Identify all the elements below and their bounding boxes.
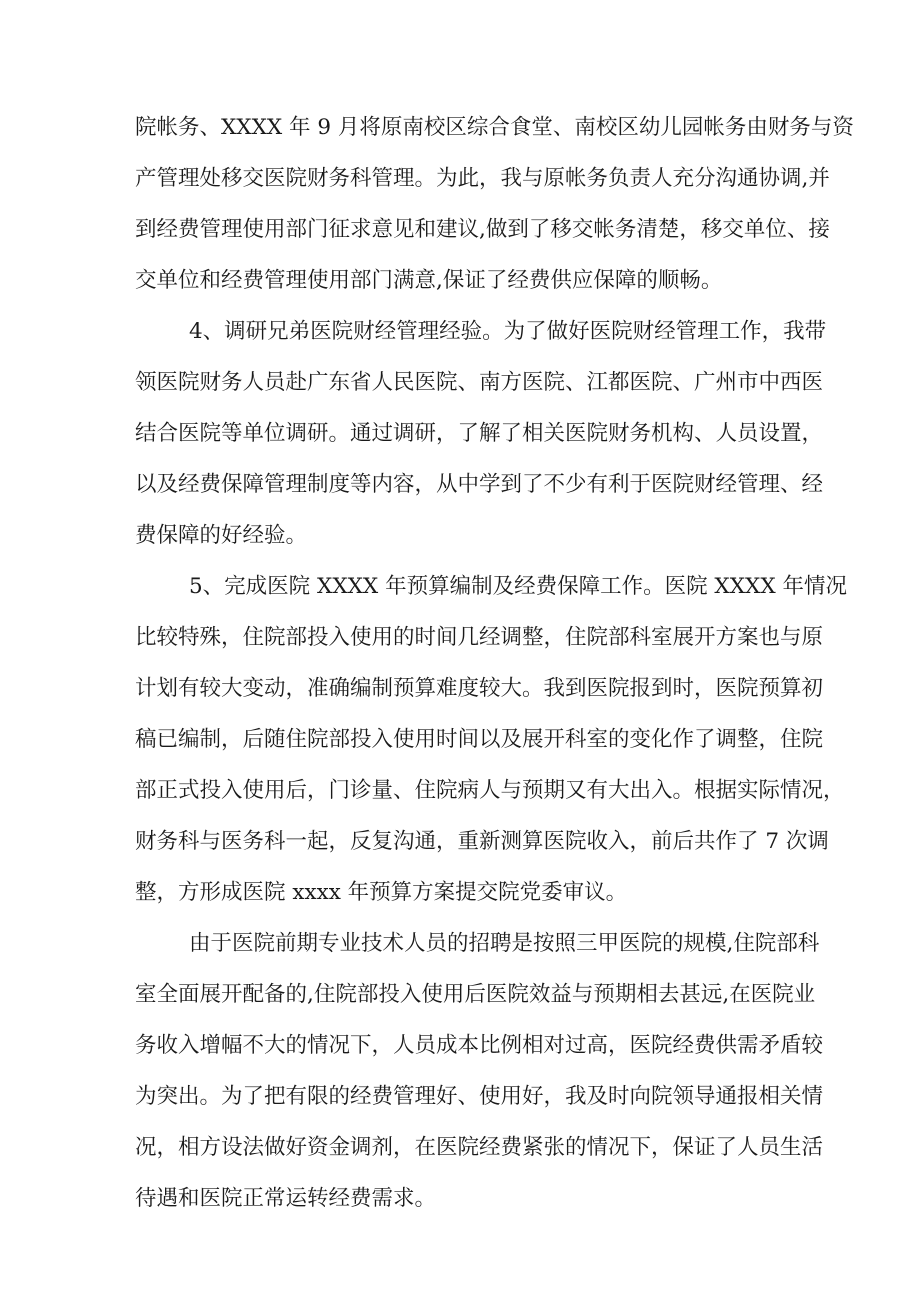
paragraph-2-line-3: 结合医院等单位调研。通过调研，了解了相关医院财务机构、人员设置， xyxy=(135,421,824,446)
paragraph-1-line-2: 产管理处移交医院财务科管理。为此，我与原帐务负责人充分沟通协调,并 xyxy=(135,166,830,191)
paragraph-4-line-5: 况，相方设法做好资金调剂，在医院经费紧张的情况下，保证了人员生活 xyxy=(135,1135,824,1160)
paragraph-2-line-5: 费保障的好经验。 xyxy=(135,523,308,548)
paragraph-3-line-5: 部正式投入使用后，门诊量、住院病人与预期又有大出入。根据实际情况， xyxy=(135,778,845,803)
paragraph-3-line-2: 比较特殊，住院部投入使用的时间几经调整，住院部科室展开方案也与原 xyxy=(135,625,824,650)
paragraph-1-line-4: 交单位和经费管理使用部门满意,保证了经费供应保障的顺畅。 xyxy=(135,268,723,293)
paragraph-4-line-3: 务收入增幅不大的情况下，人员成本比例相对过高，医院经费供需矛盾较 xyxy=(135,1033,824,1058)
paragraph-3-line-3: 计划有较大变动，准确编制预算难度较大。我到医院报到时，医院预算初 xyxy=(135,676,824,701)
paragraph-3-line-1: 5、完成医院 XXXX 年预算编制及经费保障工作。医院 XXXX 年情况 xyxy=(189,574,847,599)
paragraph-4-line-2: 室全面展开配备的,住院部投入使用后医院效益与预期相去甚远,在医院业 xyxy=(135,982,816,1007)
paragraph-2-line-1: 4、调研兄弟医院财经管理经验。为了做好医院财经管理工作，我带 xyxy=(189,319,827,344)
paragraph-3-line-7: 整，方形成医院 xxxx 年预算方案提交院党委审议。 xyxy=(135,880,628,905)
paragraph-2-line-4: 以及经费保障管理制度等内容，从中学到了不少有利于医院财经管理、经 xyxy=(135,472,824,497)
paragraph-4-line-4: 为突出。为了把有限的经费管理好、使用好，我及时向院领导通报相关情 xyxy=(135,1084,824,1109)
paragraph-4-line-6: 待遇和医院正常运转经费需求。 xyxy=(135,1186,437,1211)
paragraph-1-line-3: 到经费管理使用部门征求意见和建议,做到了移交帐务清楚，移交单位、接 xyxy=(135,217,830,242)
paragraph-2-line-2: 领医院财务人员赴广东省人民医院、南方医院、江都医院、广州市中西医 xyxy=(135,370,824,395)
paragraph-4-line-1: 由于医院前期专业技术人员的招聘是按照三甲医院的规模,住院部科 xyxy=(189,931,820,956)
paragraph-3-line-6: 财务科与医务科一起，反复沟通，重新测算医院收入，前后共作了 7 次调 xyxy=(135,829,829,854)
paragraph-1-line-1: 院帐务、XXXX 年 9 月将原南校区综合食堂、南校区幼儿园帐务由财务与资 xyxy=(135,115,854,140)
paragraph-3-line-4: 稿已编制，后随住院部投入使用时间以及展开科室的变化作了调整，住院 xyxy=(135,727,824,752)
